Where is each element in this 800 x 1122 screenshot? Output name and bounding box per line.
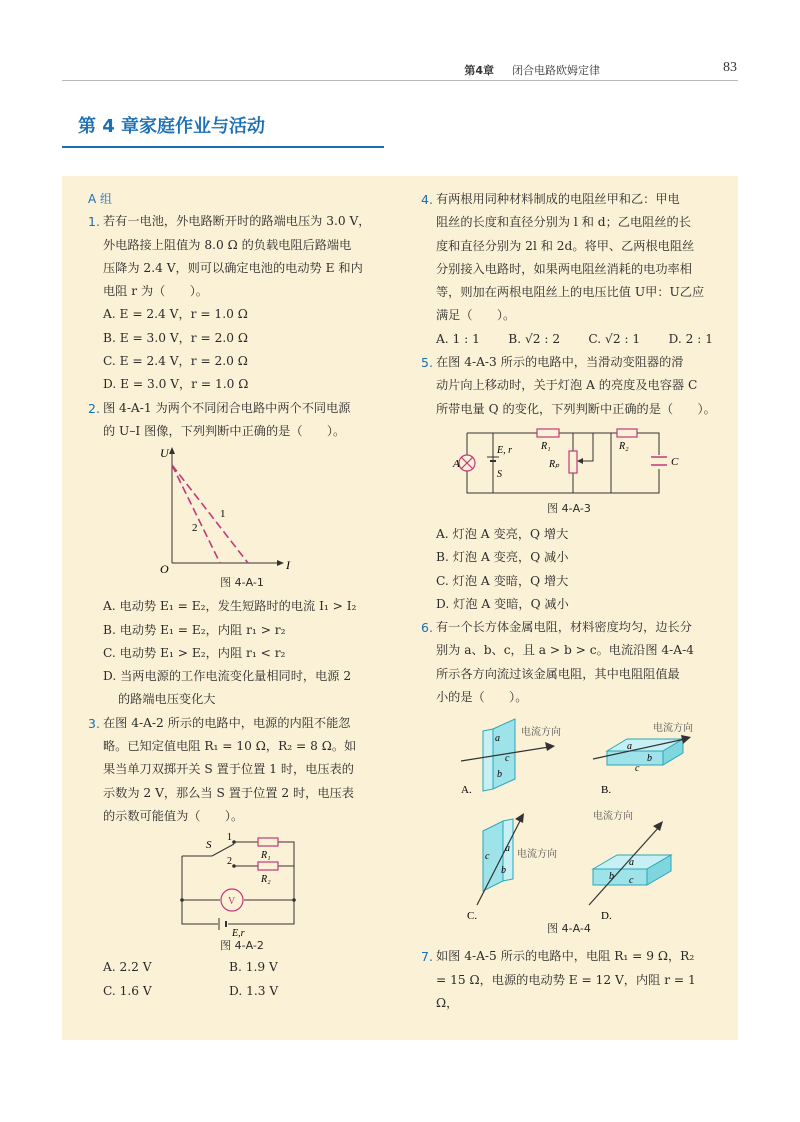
voltmeter-label: V xyxy=(228,896,236,908)
question-number: 4. xyxy=(421,192,433,207)
source-label: E, r xyxy=(497,444,512,456)
question-number: 5. xyxy=(421,355,433,371)
axis-i-label: I xyxy=(286,558,290,573)
wire-top-right xyxy=(637,433,659,455)
block-a xyxy=(461,719,561,796)
question-line: 略。已知定值电阻 R₁ = 10 Ω，R₂ = 8 Ω。如 xyxy=(103,739,357,754)
question-number: 6. xyxy=(421,620,433,636)
rp-label: Rₚ xyxy=(549,458,560,470)
block-b xyxy=(593,721,693,796)
block-figures xyxy=(421,709,717,921)
option-c: C. E = 2.4 V，r = 2.0 Ω xyxy=(103,354,248,369)
option-b: B. E = 3.0 V，r = 2.0 Ω xyxy=(103,330,248,345)
cap-label: C xyxy=(671,455,679,468)
line-2 xyxy=(172,465,220,563)
figure-caption: 图 4-A-3 xyxy=(547,501,591,515)
contact-1 xyxy=(232,840,236,844)
switch-blade xyxy=(212,844,234,856)
svg-text:C.: C. xyxy=(467,910,478,922)
line-1-label: 1 xyxy=(220,508,226,521)
slider-arrow xyxy=(577,458,583,464)
svg-text:c: c xyxy=(629,875,634,887)
figure-4-a-2 xyxy=(88,828,396,954)
question-7 xyxy=(421,945,717,1015)
question-line: 果当单刀双掷开关 S 置于位置 1 时，电压表的 xyxy=(103,762,354,777)
page-number: 83 xyxy=(723,60,737,75)
option-d: D. 2 : 1 xyxy=(668,331,713,346)
question-line: 电阻 r 为（ ）。 xyxy=(103,284,208,299)
svg-text:a: a xyxy=(629,857,634,869)
question-1 xyxy=(88,210,396,303)
switch-label: S xyxy=(206,839,212,852)
option-a: A. 电动势 E₁ = E₂，发生短路时的电流 I₁ > I₂ xyxy=(103,599,357,614)
figure-4-a-1 xyxy=(88,443,396,591)
svg-text:电流方向: 电流方向 xyxy=(521,727,561,739)
r1-label: R₁ xyxy=(261,850,271,862)
question-number: 2. xyxy=(88,400,100,416)
block-c xyxy=(467,813,557,921)
resistor-r2 xyxy=(258,862,278,870)
svg-text:c: c xyxy=(505,753,510,765)
svg-text:c: c xyxy=(635,763,640,775)
wire-slider xyxy=(581,433,593,461)
question-line: 在图 4-A-3 所示的电路中，当滑动变阻器的滑 xyxy=(436,355,684,370)
question-line: 如图 4-A-5 所示的电路中，电阻 R₁ = 9 Ω，R₂ xyxy=(436,949,695,964)
question-line: 图 4-A-1 为两个不同闭合电路中两个不同电源 xyxy=(103,400,351,415)
svg-text:c: c xyxy=(485,851,490,863)
running-head xyxy=(464,62,600,78)
question-line: 度和直径分别为 2l 和 2d。将甲、乙两根电阻丝 xyxy=(436,238,695,253)
question-line: = 15 Ω，电源的电动势 E = 12 V，内阻 r = 1 Ω， xyxy=(436,972,696,1010)
option-d: D. E = 3.0 V，r = 1.0 Ω xyxy=(103,377,249,392)
line-1 xyxy=(172,465,248,563)
option-a: A. E = 2.4 V，r = 1.0 Ω xyxy=(103,307,248,322)
question-line: 在图 4-A-2 所示的电路中，电源的内阻不能忽 xyxy=(103,715,351,730)
option-d: D. 1.3 V xyxy=(229,983,279,998)
switch-circuit xyxy=(88,828,396,938)
left-column xyxy=(88,188,396,1003)
option-b: B. 电动势 E₁ = E₂，内阻 r₁ > r₂ xyxy=(103,622,286,637)
svg-text:A.: A. xyxy=(461,784,472,797)
chapter-title: 闭合电路欧姆定律 xyxy=(512,64,600,77)
contact-2 xyxy=(232,864,236,868)
question-4 xyxy=(421,188,717,328)
figure-caption: 图 4-A-4 xyxy=(547,922,591,936)
question-5 xyxy=(421,351,717,421)
svg-text:a: a xyxy=(495,733,500,745)
svg-text:电流方向: 电流方向 xyxy=(653,723,693,735)
option-d: D. 当两电源的工作电流变化量相同时，电源 2 xyxy=(103,669,352,684)
u-axis-arrow xyxy=(169,447,175,454)
group-label: A 组 xyxy=(88,192,113,206)
question-line: 小的是（ ）。 xyxy=(436,690,528,705)
option-d-cont: 的路端电压变化大 xyxy=(118,692,216,707)
rheostat xyxy=(569,451,577,473)
question-line: 所带电量 Q 的变化，下列判断中正确的是（ ）。 xyxy=(436,401,716,416)
question-6 xyxy=(421,616,717,709)
svg-text:b: b xyxy=(501,865,506,877)
option-b: B. √2 : 2 xyxy=(508,331,561,346)
option-a: A. 2.2 V xyxy=(103,960,152,975)
question-line: 外电路接上阻值为 8.0 Ω 的负载电阻后路端电 xyxy=(103,237,352,252)
pos1-label: 1 xyxy=(227,832,232,844)
question-line: 等，则加在两根电阻丝上的电压比值 U甲：U乙应 xyxy=(436,285,705,300)
lamp-label: A xyxy=(453,457,460,470)
block-d xyxy=(589,809,671,921)
figure-caption: 图 4-A-2 xyxy=(220,939,264,953)
u-i-graph xyxy=(88,443,396,575)
r1-label: R₁ xyxy=(541,440,551,452)
svg-text:a: a xyxy=(505,843,510,855)
question-line: 动片向上移动时，关于灯泡 A 的亮度及电容器 C xyxy=(436,378,698,393)
question-line: 阻丝的长度和直径分别为 l 和 d；乙电阻丝的长 xyxy=(436,215,691,230)
wire-r1-out xyxy=(278,842,294,868)
svg-text:b: b xyxy=(497,769,502,781)
question-2 xyxy=(88,397,396,444)
svg-text:电流方向: 电流方向 xyxy=(517,849,557,861)
wire-loop xyxy=(467,433,659,493)
chapter-label: 第4章 xyxy=(464,64,494,77)
question-line: 所示各方向流过该金属电阻，其中电阻阻值最 xyxy=(436,666,680,681)
question-line: 满足（ ）。 xyxy=(436,308,516,323)
svg-text:b: b xyxy=(609,871,614,883)
options-row xyxy=(421,328,717,351)
switch-label: S xyxy=(497,468,502,480)
junction xyxy=(180,898,184,902)
svg-text:D.: D. xyxy=(601,910,612,922)
question-number: 1. xyxy=(88,214,100,230)
option-b: B. 灯泡 A 变亮，Q 减小 xyxy=(436,550,569,565)
wire-left xyxy=(182,856,218,924)
question-line: 若有一电池，外电路断开时的路端电压为 3.0 V， xyxy=(103,214,371,229)
question-line: 有两根用同种材料制成的电阻丝甲和乙：甲电 xyxy=(436,192,680,206)
right-column xyxy=(421,188,717,1015)
option-b: B. 1.9 V xyxy=(229,960,278,975)
r2-label: R₂ xyxy=(261,874,271,886)
resistor-r2 xyxy=(617,429,637,437)
question-line: 别为 a、b、c，且 a > b > c。电流沿图 4-A-4 xyxy=(436,643,694,658)
origin-label: O xyxy=(160,562,169,576)
junction xyxy=(292,898,296,902)
slider-circuit xyxy=(421,421,717,501)
question-number: 3. xyxy=(88,715,100,731)
figure-4-a-4 xyxy=(421,709,717,937)
question-line: 的示数可能值为（ ）。 xyxy=(103,808,244,823)
i-axis-arrow xyxy=(277,560,284,566)
source-label: E,r xyxy=(232,928,245,939)
question-number: 7. xyxy=(421,949,433,965)
question-3 xyxy=(88,712,396,828)
line-2-label: 2 xyxy=(192,522,198,535)
axis-u-label: U xyxy=(160,446,169,461)
option-a: A. 灯泡 A 变亮，Q 增大 xyxy=(436,526,569,541)
r2-label: R₂ xyxy=(619,440,629,452)
option-d: D. 灯泡 A 变暗，Q 减小 xyxy=(436,596,569,611)
title-rule xyxy=(62,146,384,148)
section-title: 第 4 章家庭作业与活动 xyxy=(78,116,266,137)
option-a: A. 1 : 1 xyxy=(436,331,480,346)
question-line: 压降为 2.4 V，则可以确定电池的电动势 E 和内 xyxy=(103,260,363,275)
options-row xyxy=(88,956,396,979)
pos2-label: 2 xyxy=(227,856,232,868)
figure-4-a-3 xyxy=(421,421,717,517)
option-c: C. 灯泡 A 变暗，Q 增大 xyxy=(436,573,569,588)
figure-caption: 图 4-A-1 xyxy=(220,576,264,590)
option-c: C. 电动势 E₁ > E₂，内阻 r₁ < r₂ xyxy=(103,645,286,660)
question-line: 示数为 2 V，那么当 S 置于位置 2 时，电压表 xyxy=(103,785,354,800)
resistor-r1 xyxy=(258,838,278,846)
header-divider xyxy=(62,80,738,81)
question-line: 有一个长方体金属电阻，材料密度均匀，边长分 xyxy=(436,620,692,635)
option-c: C. 1.6 V xyxy=(103,983,152,998)
options-row xyxy=(88,980,396,1003)
svg-text:b: b xyxy=(647,753,652,765)
svg-text:a: a xyxy=(627,741,632,753)
svg-text:电流方向: 电流方向 xyxy=(593,811,633,823)
svg-text:B.: B. xyxy=(601,784,612,797)
resistor-r1 xyxy=(537,429,559,437)
question-line: 分别接入电路时，如果两电阻丝消耗的电功率相 xyxy=(436,261,692,276)
question-line: 的 U–I 图像，下列判断中正确的是（ ）。 xyxy=(103,423,346,438)
option-c: C. √2 : 1 xyxy=(588,331,641,346)
